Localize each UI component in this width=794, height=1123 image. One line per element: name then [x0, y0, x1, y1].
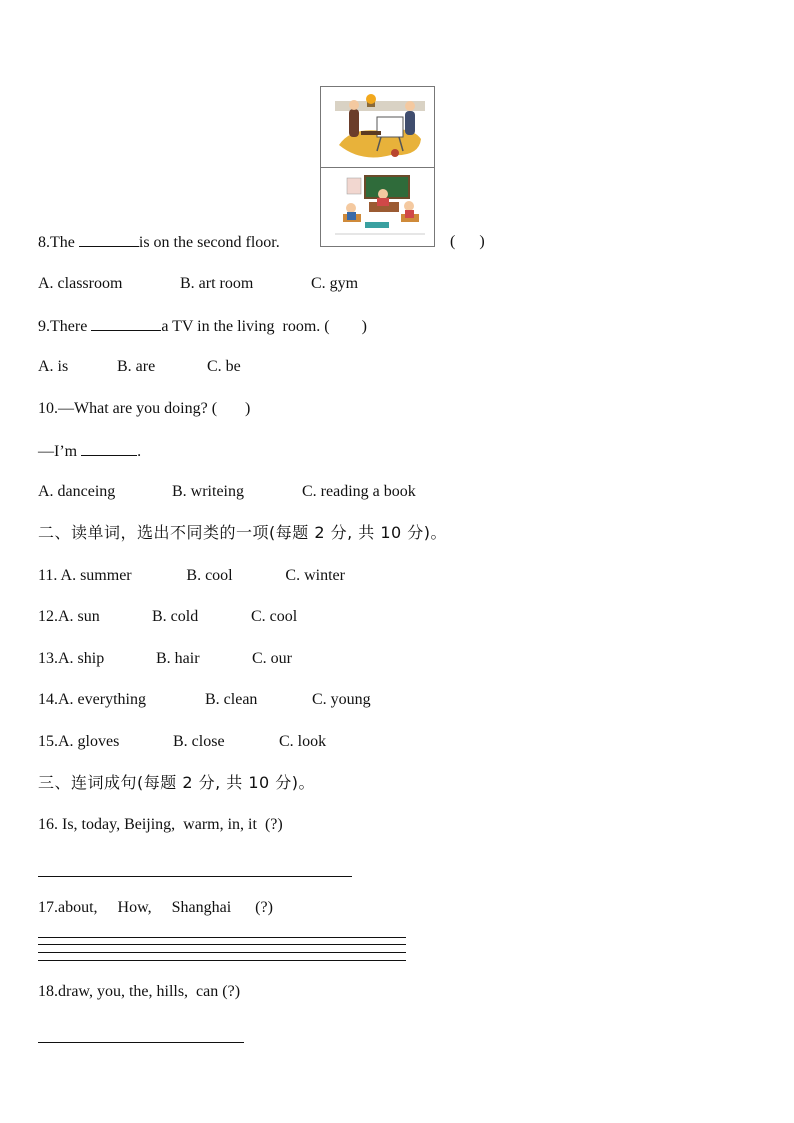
question-17: 17.about, How, Shanghai (?) [38, 899, 273, 916]
q8-blank[interactable] [79, 232, 139, 247]
section-3-title: 三、连词成句(每题 2 分, 共 10 分)。 [38, 773, 316, 792]
question-10: 10.—What are you doing? ( ) [38, 400, 251, 417]
q8-option-c[interactable]: C. gym [311, 275, 359, 292]
question-18: 18.draw, you, the, hills, can (?) [38, 983, 241, 1000]
question-16: 16. Is, today, Beijing, warm, in, it (?) [38, 816, 283, 833]
q13-option-a[interactable]: A. ship [58, 650, 105, 667]
q15-option-a[interactable]: A. gloves [58, 733, 120, 750]
classroom-illustration [321, 168, 434, 248]
q10-option-a[interactable]: A. danceing [38, 483, 116, 500]
q10-options [38, 482, 416, 502]
q16-answer-line[interactable] [38, 876, 352, 877]
q13-option-b[interactable]: B. hair [156, 650, 200, 667]
q14-option-c[interactable]: C. young [312, 691, 371, 708]
q18-answer-line[interactable] [38, 1042, 244, 1043]
q11-option-a[interactable]: A. summer [57, 567, 132, 584]
q17-answer-line-1[interactable] [38, 937, 406, 938]
q14-option-b[interactable]: B. clean [205, 691, 258, 708]
q10-option-b[interactable]: B. writeing [172, 483, 244, 500]
q10-blank[interactable] [81, 441, 137, 456]
q8-option-b[interactable]: B. art room [180, 275, 254, 292]
q8-text-before: 8.The [38, 234, 79, 251]
q9-option-b[interactable]: B. are [117, 358, 156, 375]
q12-option-c[interactable]: C. cool [251, 608, 298, 625]
q10-answer-after: . [137, 443, 142, 460]
art-room-picture [321, 87, 434, 168]
q17-answer-line-2[interactable] [38, 944, 406, 945]
question-11 [38, 566, 345, 586]
q17-answer-line-4[interactable] [38, 960, 406, 961]
q8-text-after: is on the second floor. [138, 234, 280, 251]
q17-answer-line-3[interactable] [38, 952, 406, 953]
section-2-title: 二、读单词，选出不同类的一项(每题 2 分, 共 10 分)。 [38, 523, 448, 542]
art-room-illustration [321, 87, 434, 167]
question-9 [38, 316, 367, 337]
q8-option-a[interactable]: A. classroom [38, 275, 123, 292]
q12-option-b[interactable]: B. cold [152, 608, 199, 625]
q9-option-a[interactable]: A. is [38, 358, 69, 375]
q12-number: 12. [38, 608, 58, 625]
q9-options [38, 357, 241, 377]
q9-text-before: 9.There [38, 318, 92, 335]
q9-option-c[interactable]: C. be [207, 358, 241, 375]
q8-options [38, 274, 358, 294]
q13-option-c[interactable]: C. our [252, 650, 292, 667]
question-14 [38, 690, 371, 710]
picture-box [320, 86, 435, 247]
classroom-picture [321, 168, 434, 248]
question-15 [38, 732, 326, 752]
q15-option-c[interactable]: C. look [279, 733, 327, 750]
q10-answer [38, 441, 141, 462]
q14-option-a[interactable]: A. everything [58, 691, 146, 708]
question-12 [38, 607, 297, 627]
q11-option-b[interactable]: B. cool [186, 567, 233, 584]
question-8 [38, 232, 280, 253]
q15-option-b[interactable]: B. close [173, 733, 225, 750]
question-13 [38, 649, 292, 669]
q14-number: 14. [38, 691, 58, 708]
q11-number: 11. [38, 567, 58, 584]
q15-number: 15. [38, 733, 58, 750]
q11-option-c[interactable]: C. winter [285, 567, 345, 584]
q13-number: 13. [38, 650, 58, 667]
q9-text-after: a TV in the living room. ( ) [161, 318, 367, 335]
q8-answer-paren[interactable]: ( ) [450, 233, 485, 250]
q10-answer-before: —I’m [38, 443, 82, 460]
q9-blank[interactable] [91, 316, 161, 331]
q10-option-c[interactable]: C. reading a book [302, 483, 416, 500]
q12-option-a[interactable]: A. sun [58, 608, 100, 625]
